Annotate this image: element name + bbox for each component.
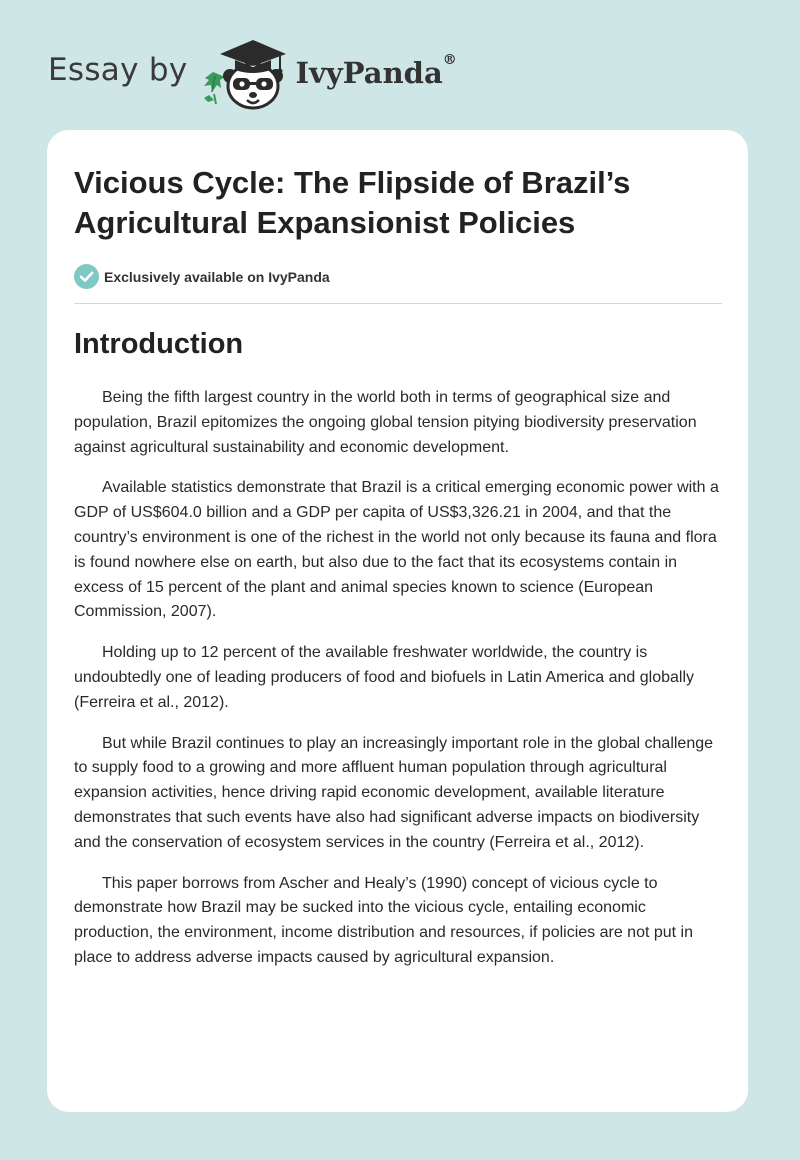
paragraph: But while Brazil continues to play an increasingly important role in the global challenge to supply food to a growing and more affluent human population through agricultural expansion activities, hence driving rapid economic development, available literature demonstrates that such events have also had significant adverse impacts on biodiversity and the conservation of ecosystem services in the country (Ferreira et al., 2012). (74, 734, 714, 851)
paragraph: This paper borrows from Ascher and Healy’s (1990) concept of vicious cycle to demonstrate how Brazil may be sucked into the vicious cycle, entailing economic production, the environment, income distribution and resources, if policies are not put in place to address adverse impacts caused by agricultural expansion. (74, 874, 694, 966)
panda-graduate-icon (200, 36, 292, 112)
brand-prefix: Essay by (48, 52, 188, 88)
page-title: Vicious Cycle: The Flipside of Brazil’s Agricultural Expansionist Policies (74, 165, 631, 240)
site-brand[interactable] (48, 34, 457, 114)
paragraph: Being the fifth largest country in the world both in terms of geographical size and population, Brazil epitomizes the ongoing global tension pitying biodiversity preservation against agricultural sustainability and economic development. (74, 389, 697, 456)
exclusive-badge (74, 264, 330, 289)
ivy-leaf-icon (204, 72, 225, 104)
paragraph: Available statistics demonstrate that Brazil is a critical emerging economic power with a GDP of US$604.0 billion and a GDP per capita of US$3,326.21 in 2004, and that the country’s environment is one of the richest in the world not only because its fauna and flora is found nowhere else on earth, but also due to the fact that its ecosystems contain in excess of 15 percent of the plant and animal species known to science (European Commission, 2007). (74, 479, 719, 621)
essay-body (74, 386, 724, 987)
check-circle-icon (74, 264, 99, 289)
exclusive-badge-label: Exclusively available on IvyPanda (104, 268, 330, 285)
paragraph: Holding up to 12 percent of the available freshwater worldwide, the country is undoubtedly one of leading producers of food and biofuels in Latin America and globally (Ferreira et al., 2012). (74, 644, 694, 711)
section-heading: Introduction (74, 328, 244, 360)
title-divider (74, 303, 722, 304)
essay-card (47, 130, 748, 1112)
brand-name: IvyPanda® (295, 52, 457, 90)
